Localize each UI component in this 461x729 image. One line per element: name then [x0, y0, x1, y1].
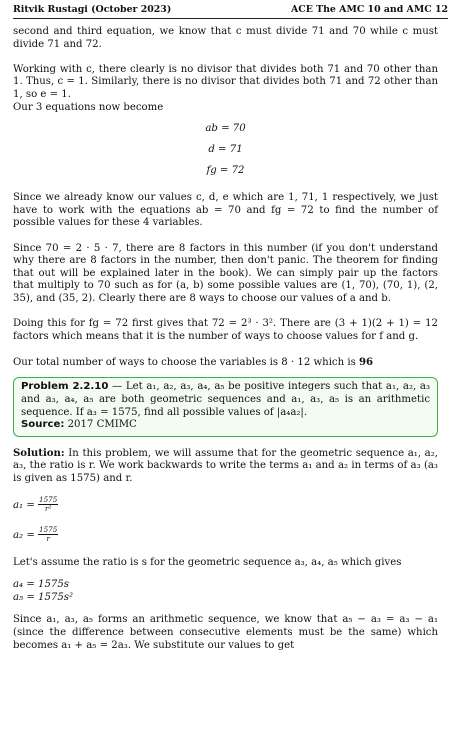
paragraph-factors-72: Doing this for fg = 72 first gives that 72 = 2³ · 3². There are (3 + 1)(2 + 1) = 12 factors which means that it is the number of ways to choose values for f and g.	[13, 318, 438, 342]
paragraph-arithmetic: Since a₁, a₃, a₅ forms an arithmetic sequence, we know that a₅ − a₃ = a₃ − a₁ (since the difference between consecutive elements must be the same) which becomes a₁ + a₅ = 2a₃. We substitute our values to get	[13, 614, 438, 651]
header-rule	[13, 18, 448, 19]
a2-lhs: a₂ =	[13, 529, 39, 541]
equation-block	[13, 118, 438, 181]
equation-ab: ab = 70	[205, 123, 246, 135]
equation-d: d = 71	[208, 144, 243, 156]
paragraph-ratio-s: Let's assume the ratio is s for the geometric sequence a₃, a₄, a₅ which gives	[13, 556, 402, 568]
paragraph-divisor: Working with c, there clearly is no divisor that divides both 71 and 70 other than 1. Thus, c = 1. Similarly, there is no divisor that divides both 71 and 72 other than 1, so e = 1.	[13, 63, 438, 100]
problem-text: Let a₁, a₂, a₃, a₄, a₅ be positive integers such that a₁, a₂, a₃ and a₃, a₄, a₅ are both geometric sequences and a₁, a₃, a₅ is an arithmetic sequence. If a₃ = 1575, find all possible values of |a₄a₂|.	[21, 381, 431, 418]
problem-box	[13, 377, 438, 436]
total-answer: 96	[359, 355, 374, 368]
paragraph-factors-70: Since 70 = 2 · 5 · 7, there are 8 factors in this number (if you don't understand why there are 8 factors in the number, then don't panic. The theorem for finding that out will be explained later in the book). We can simply pair up the factors that multiply to 70 such as for (a, b) some possible values are (1, 70), (70, 1), (2, 35), and (35, 2). Clearly there are 8 ways to choose our values of a and b.	[13, 242, 438, 304]
a2-denominator: r	[46, 534, 50, 544]
header-book-title: ACE The AMC 10 and AMC 12	[291, 4, 448, 15]
page-body	[13, 26, 438, 652]
a2-numerator: 1575	[39, 525, 58, 535]
equation-a2	[13, 525, 438, 547]
solution-text: In this problem, we will assume that for the geometric sequence a₁, a₂, a₃, the ratio is r. We work backwards to write the terms a₁ and a₂ in terms of a₃ (a₃ is given as 1575) and r.	[13, 447, 438, 485]
equation-a1	[13, 495, 438, 517]
equation-fg: fg = 72	[206, 165, 245, 177]
running-header	[13, 4, 448, 18]
a2-fraction	[38, 526, 58, 543]
a1-numerator: 1575	[39, 495, 58, 505]
solution-paragraph	[13, 447, 438, 486]
paragraph-equations-intro: Our 3 equations now become	[13, 101, 164, 113]
source-label: Source:	[21, 419, 65, 431]
equation-a4: a₄ = 1575s	[13, 579, 69, 591]
paragraph-continuation: second and third equation, we know that c must divide 71 and 70 while c must divide 71 and 72.	[13, 26, 438, 50]
total-text: Our total number of ways to choose the variables is 8 · 12 which is	[13, 356, 359, 368]
equation-a5: a₅ = 1575s²	[13, 591, 74, 603]
problem-statement	[21, 381, 430, 419]
source-value: 2017 CMIMC	[64, 419, 137, 431]
a1-lhs: a₁ =	[13, 499, 39, 511]
paragraph-known-values: Since we already know our values c, d, e which are 1, 71, 1 respectively, we just have to work with the equations ab = 70 and fg = 72 to find the number of possible values for these 4 variables.	[13, 192, 438, 229]
header-author: Ritvik Rustagi (October 2023)	[13, 4, 172, 15]
problem-title: Problem 2.2.10	[21, 381, 109, 393]
solution-label: Solution:	[13, 446, 65, 459]
a1-denominator: r²	[45, 504, 52, 514]
paragraph-total	[13, 356, 438, 370]
a1-fraction	[38, 496, 58, 513]
problem-source-line	[21, 419, 430, 432]
problem-dash: —	[108, 381, 126, 393]
